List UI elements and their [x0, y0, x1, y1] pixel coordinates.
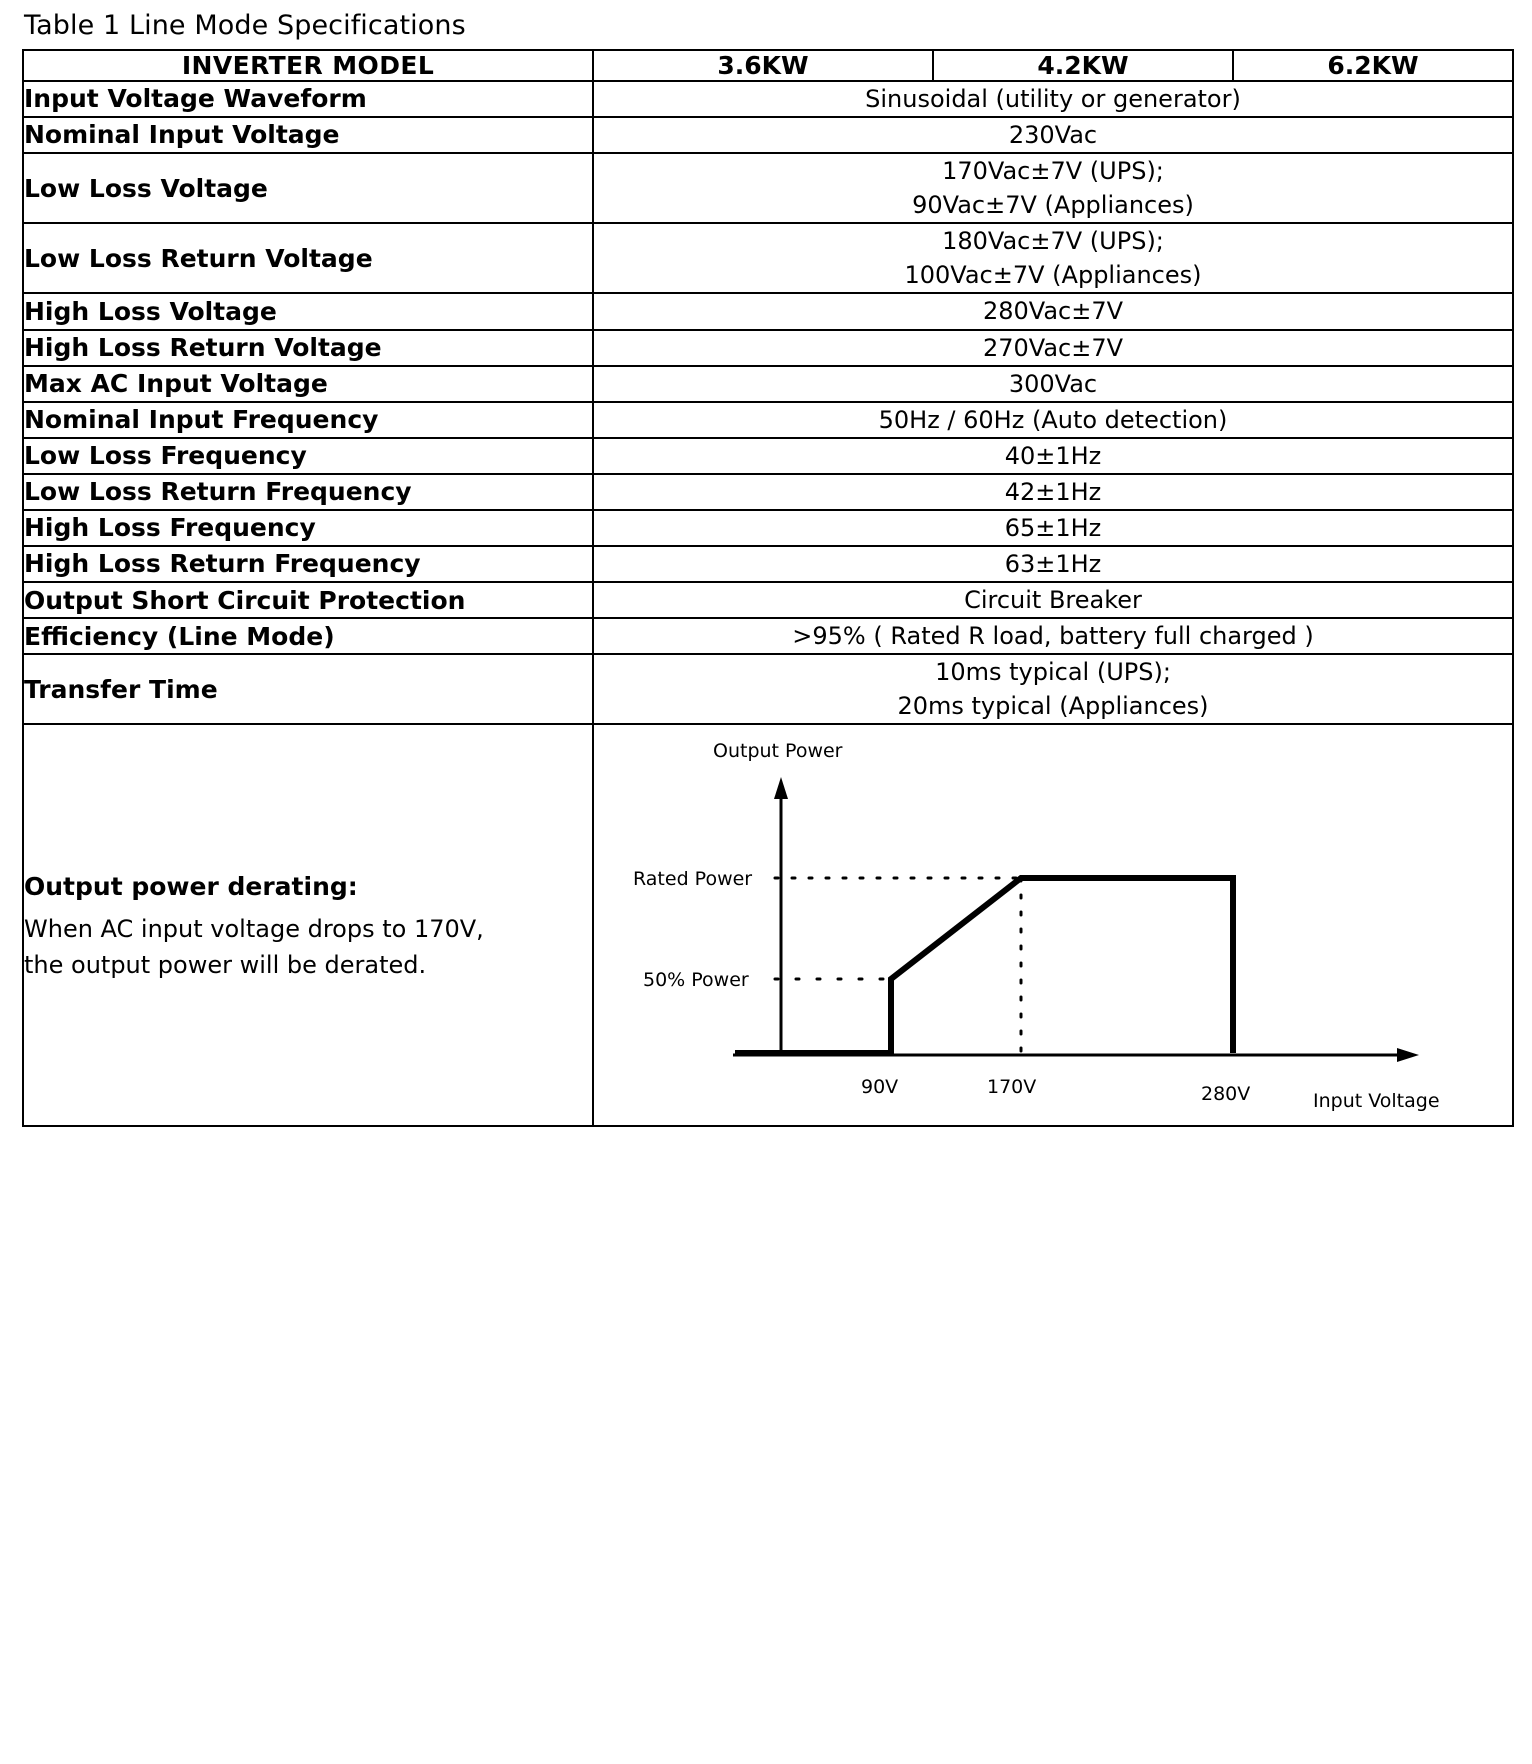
- row-value: 63±1Hz: [593, 546, 1513, 582]
- chart-xtick-90v: 90V: [861, 1076, 899, 1099]
- table-row: [23, 81, 1513, 117]
- row-value-line-1: 180Vac±7V (UPS);: [942, 227, 1164, 256]
- row-label: High Loss Return Voltage: [23, 330, 593, 366]
- row-value: 300Vac: [593, 366, 1513, 402]
- row-label: High Loss Voltage: [23, 293, 593, 329]
- chart-xlabel: Input Voltage: [1313, 1090, 1440, 1113]
- table-row: [23, 438, 1513, 474]
- row-label: Efficiency (Line Mode): [23, 618, 593, 654]
- chart-xtick-170v: 170V: [987, 1076, 1037, 1099]
- derating-title: Output power derating:: [24, 871, 358, 901]
- row-value: 42±1Hz: [593, 474, 1513, 510]
- table-row: [23, 223, 1513, 293]
- table-caption: Table 1 Line Mode Specifications: [24, 10, 466, 41]
- table-row: [23, 293, 1513, 329]
- table-header-row: [23, 50, 1513, 81]
- header-inverter-model: INVERTER MODEL: [23, 50, 593, 81]
- row-value: 270Vac±7V: [593, 330, 1513, 366]
- table-row: [23, 618, 1513, 654]
- row-value: 40±1Hz: [593, 438, 1513, 474]
- table-row: [23, 366, 1513, 402]
- derating-description: [23, 724, 593, 1126]
- table-row: [23, 330, 1513, 366]
- chart-xtick-280v: 280V: [1201, 1083, 1251, 1106]
- chart-ylabel: Output Power: [713, 740, 843, 763]
- derating-chart: [593, 724, 1513, 1126]
- row-value: 65±1Hz: [593, 510, 1513, 546]
- derating-line-2: the output power will be derated.: [24, 951, 427, 980]
- output-power-derating-chart: [613, 725, 1493, 1125]
- table-row: [23, 474, 1513, 510]
- table-row: [23, 582, 1513, 618]
- row-label: Low Loss Return Voltage: [23, 223, 593, 293]
- row-value: [593, 153, 1513, 223]
- row-value-line-1: 170Vac±7V (UPS);: [942, 157, 1164, 186]
- row-label: Low Loss Voltage: [23, 153, 593, 223]
- row-label: Input Voltage Waveform: [23, 81, 593, 117]
- row-label: Low Loss Return Frequency: [23, 474, 593, 510]
- row-value: 280Vac±7V: [593, 293, 1513, 329]
- derating-line-1: When AC input voltage drops to 170V,: [24, 915, 484, 944]
- row-label: Max AC Input Voltage: [23, 366, 593, 402]
- table-row: [23, 510, 1513, 546]
- row-label: Nominal Input Frequency: [23, 402, 593, 438]
- row-value-line-2: 20ms typical (Appliances): [897, 692, 1209, 721]
- row-label: High Loss Return Frequency: [23, 546, 593, 582]
- table-row: [23, 654, 1513, 724]
- row-value: >95% ( Rated R load, battery full charged ): [593, 618, 1513, 654]
- row-value: Circuit Breaker: [593, 582, 1513, 618]
- table-row: [23, 153, 1513, 223]
- chart-ytick-rated-power: Rated Power: [633, 868, 753, 891]
- header-model-3: 6.2KW: [1233, 50, 1513, 81]
- table-row: [23, 402, 1513, 438]
- row-label: Output Short Circuit Protection: [23, 582, 593, 618]
- chart-ytick-50-power: 50% Power: [643, 969, 749, 992]
- row-value: [593, 223, 1513, 293]
- row-value: Sinusoidal (utility or generator): [593, 81, 1513, 117]
- header-model-1: 3.6KW: [593, 50, 933, 81]
- row-value: [593, 654, 1513, 724]
- table-row: [23, 117, 1513, 153]
- row-value: 230Vac: [593, 117, 1513, 153]
- row-label: Transfer Time: [23, 654, 593, 724]
- row-label: Nominal Input Voltage: [23, 117, 593, 153]
- line-mode-specifications-table: [22, 49, 1514, 1127]
- row-value-line-1: 10ms typical (UPS);: [935, 658, 1171, 687]
- row-label: Low Loss Frequency: [23, 438, 593, 474]
- derating-row: [23, 724, 1513, 1126]
- row-label: High Loss Frequency: [23, 510, 593, 546]
- table-row: [23, 546, 1513, 582]
- header-model-2: 4.2KW: [933, 50, 1233, 81]
- row-value-line-2: 90Vac±7V (Appliances): [912, 191, 1194, 220]
- row-value: 50Hz / 60Hz (Auto detection): [593, 402, 1513, 438]
- row-value-line-2: 100Vac±7V (Appliances): [904, 261, 1202, 290]
